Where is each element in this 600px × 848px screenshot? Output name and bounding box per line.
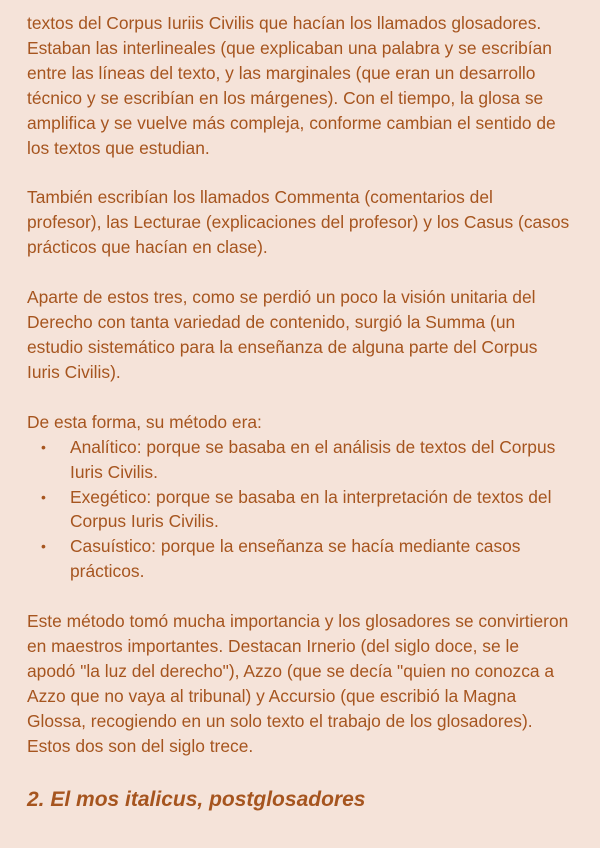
section-heading: 2. El mos italicus, postglosadores: [27, 787, 366, 811]
paragraph-metodo-intro: De esta forma, su método era:: [27, 411, 262, 432]
method-list: [27, 435, 572, 584]
method-item-text: Exegético: porque se basaba en la interpretación de textos del Corpus Iuris Civilis.: [70, 486, 552, 532]
method-item-text: Analítico: porque se basaba en el análisis de textos del Corpus Iuris Civilis.: [70, 436, 556, 482]
paragraph-gap: [27, 584, 572, 609]
method-item-text: Casuístico: porque la enseñanza se hacía mediante casos prácticos.: [70, 536, 521, 582]
method-item-analitico: [27, 435, 572, 485]
paragraph-glosas: textos del Corpus Iuriis Civilis que hacían los llamados glosadores. Estaban las interlineales (que explicaban una palabra y se escribían entre las líneas del texto, y las marginales (que eran un desarrollo técnico y se escribían en los márgenes). Con el tiempo, la glosa se amplifica y se vuelve más compleja, conforme cambian el sentido de los textos que estudian.: [27, 13, 556, 158]
paragraph-summa: Aparte de estos tres, como se perdió un poco la visión unitaria del Derecho con tanta variedad de contenido, surgió la Summa (un estudio sistemático para la enseñanza de alguna parte del Corpus Iuris Civilis).: [27, 287, 538, 382]
paragraph-commenta: También escribían los llamados Commenta (comentarios del profesor), las Lecturae (explicaciones del profesor) y los Casus (casos prácticos que hacían en clase).: [27, 187, 570, 258]
method-item-casuistico: [27, 534, 572, 584]
paragraph-maestros: Este método tomó mucha importancia y los glosadores se convirtieron en maestros importantes. Destacan Irnerio (del siglo doce, se le apodó "la luz del derecho"), Azzo (que se decía "quien no conozca a Azzo que no vaya al tribunal) y Accursio (que escribió la Magna Glossa, recogiendo en un solo texto el trabajo de los glosadores). Estos dos son del siglo trece.: [27, 611, 569, 756]
bullet-icon: •: [41, 538, 46, 555]
paragraph-gap: [27, 260, 572, 285]
method-item-exegetico: [27, 485, 572, 535]
bullet-icon: •: [41, 488, 46, 505]
paragraph-gap: [27, 160, 572, 185]
bullet-icon: •: [41, 438, 46, 455]
paragraph-gap: [27, 385, 572, 410]
